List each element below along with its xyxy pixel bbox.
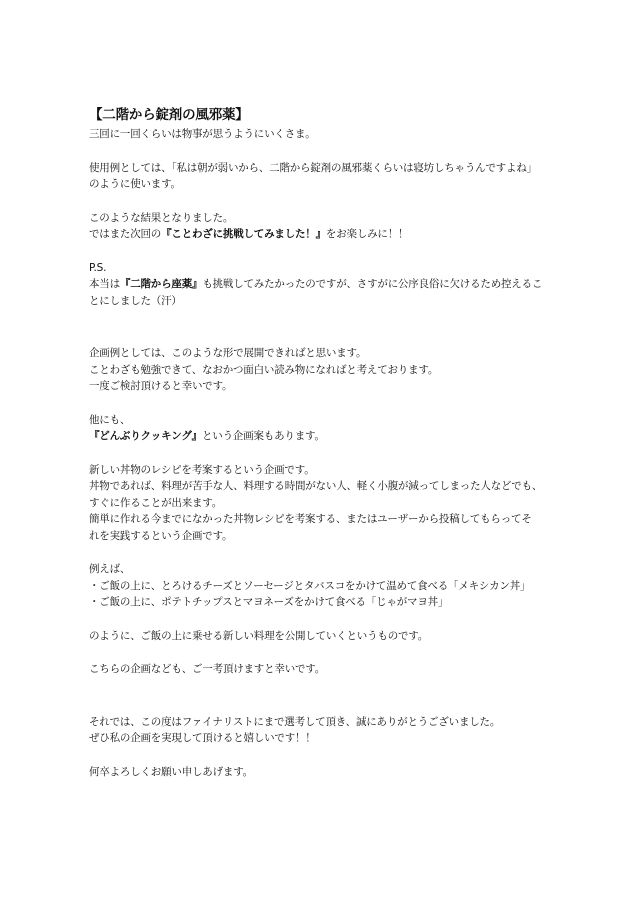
other-line-2 [89,428,559,445]
recipe-line-5: れを実践するという企画です。 [89,529,233,542]
next-title: 『ことわざに挑戦してみました！』 [161,228,326,240]
page-title: 【二階から錠剤の風邪薬】 [89,107,249,123]
ps-bold-title: 『二階から座薬』 [119,278,203,290]
definition-text: 三回に一回くらいは物事が思うようにいくさま。 [89,128,316,140]
plan-line-3: 一度ご検討頂けると幸いです。 [89,380,233,392]
example-line-1: 例えば、 [89,563,131,575]
recipe-line-1: 新しい丼物のレシピを考案するという企画です。 [89,463,315,476]
result-line-1: このような結果となりました。 [89,211,234,224]
plan-line-1: 企画例としては、このような形で展開できればと思います。 [89,347,367,359]
other-line-1: 他にも、 [89,413,131,426]
ps-suffix: も挑戦してみたかったのですが、さすがに公序良俗に欠けるため控えるこ [202,278,543,290]
result-prefix: ではまた次回の [89,228,162,240]
recipe-line-4: 簡単に作れる今までになかった丼物レシピを考案する、またはユーザーから投稿してもらってそ [89,513,532,525]
other-bold-title: 『どんぶりクッキング』 [89,430,202,442]
result-line-2 [89,226,559,243]
closing-line-2: ぜひ私の企画を実現して頂けると嬉しいです！！ [89,732,316,744]
example-line-3: ・ご飯の上に、ポテトチップスとマヨネーズをかけて食べる「じゃがマヨ丼」 [89,596,449,608]
result-suffix: をお楽しみに！！ [325,228,409,240]
recipe-line-2: 丼物であれば、料理が苦手な人、料理する時間がない人、軽く小腹が減ってしまった人などでも、 [89,480,543,492]
closing-line-1: それでは、この度はファイナリストにまで選考して頂き、誠にありがとうございました。 [89,715,501,728]
ps-line-1 [89,276,559,293]
ps-prefix: 本当は [89,278,120,290]
other-suffix: という企画案もあります。 [202,430,325,442]
ps-line-2: とにしました（汗） [89,294,182,307]
ps-label: P.S. [89,261,107,274]
plan-line-2: ことわざも勉強できて、なおかつ面白い読み物になればと考えております。 [89,363,439,376]
publish-line: のように、ご飯の上に乗せる新しい料理を公開していくというものです。 [89,629,429,642]
recipe-line-3: すぐに作ることが出来ます。 [89,496,223,509]
document-body [89,106,559,780]
example-line-2: ・ご飯の上に、とろけるチーズとソーセージとタバスコをかけて温めて食べる「メキシカン丼」 [89,579,531,592]
regards-line: 何卒よろしくお願い申しあげます。 [89,765,253,778]
usage-line-1: 使用例としては、「私は朝が弱いから、二階から錠剤の風邪薬くらいは寝坊しちゃうんですよね」 [89,161,537,174]
usage-line-2: のように使います。 [89,178,181,190]
consider-line: こちらの企画なども、ご一考頂けますと幸いです。 [89,663,326,675]
